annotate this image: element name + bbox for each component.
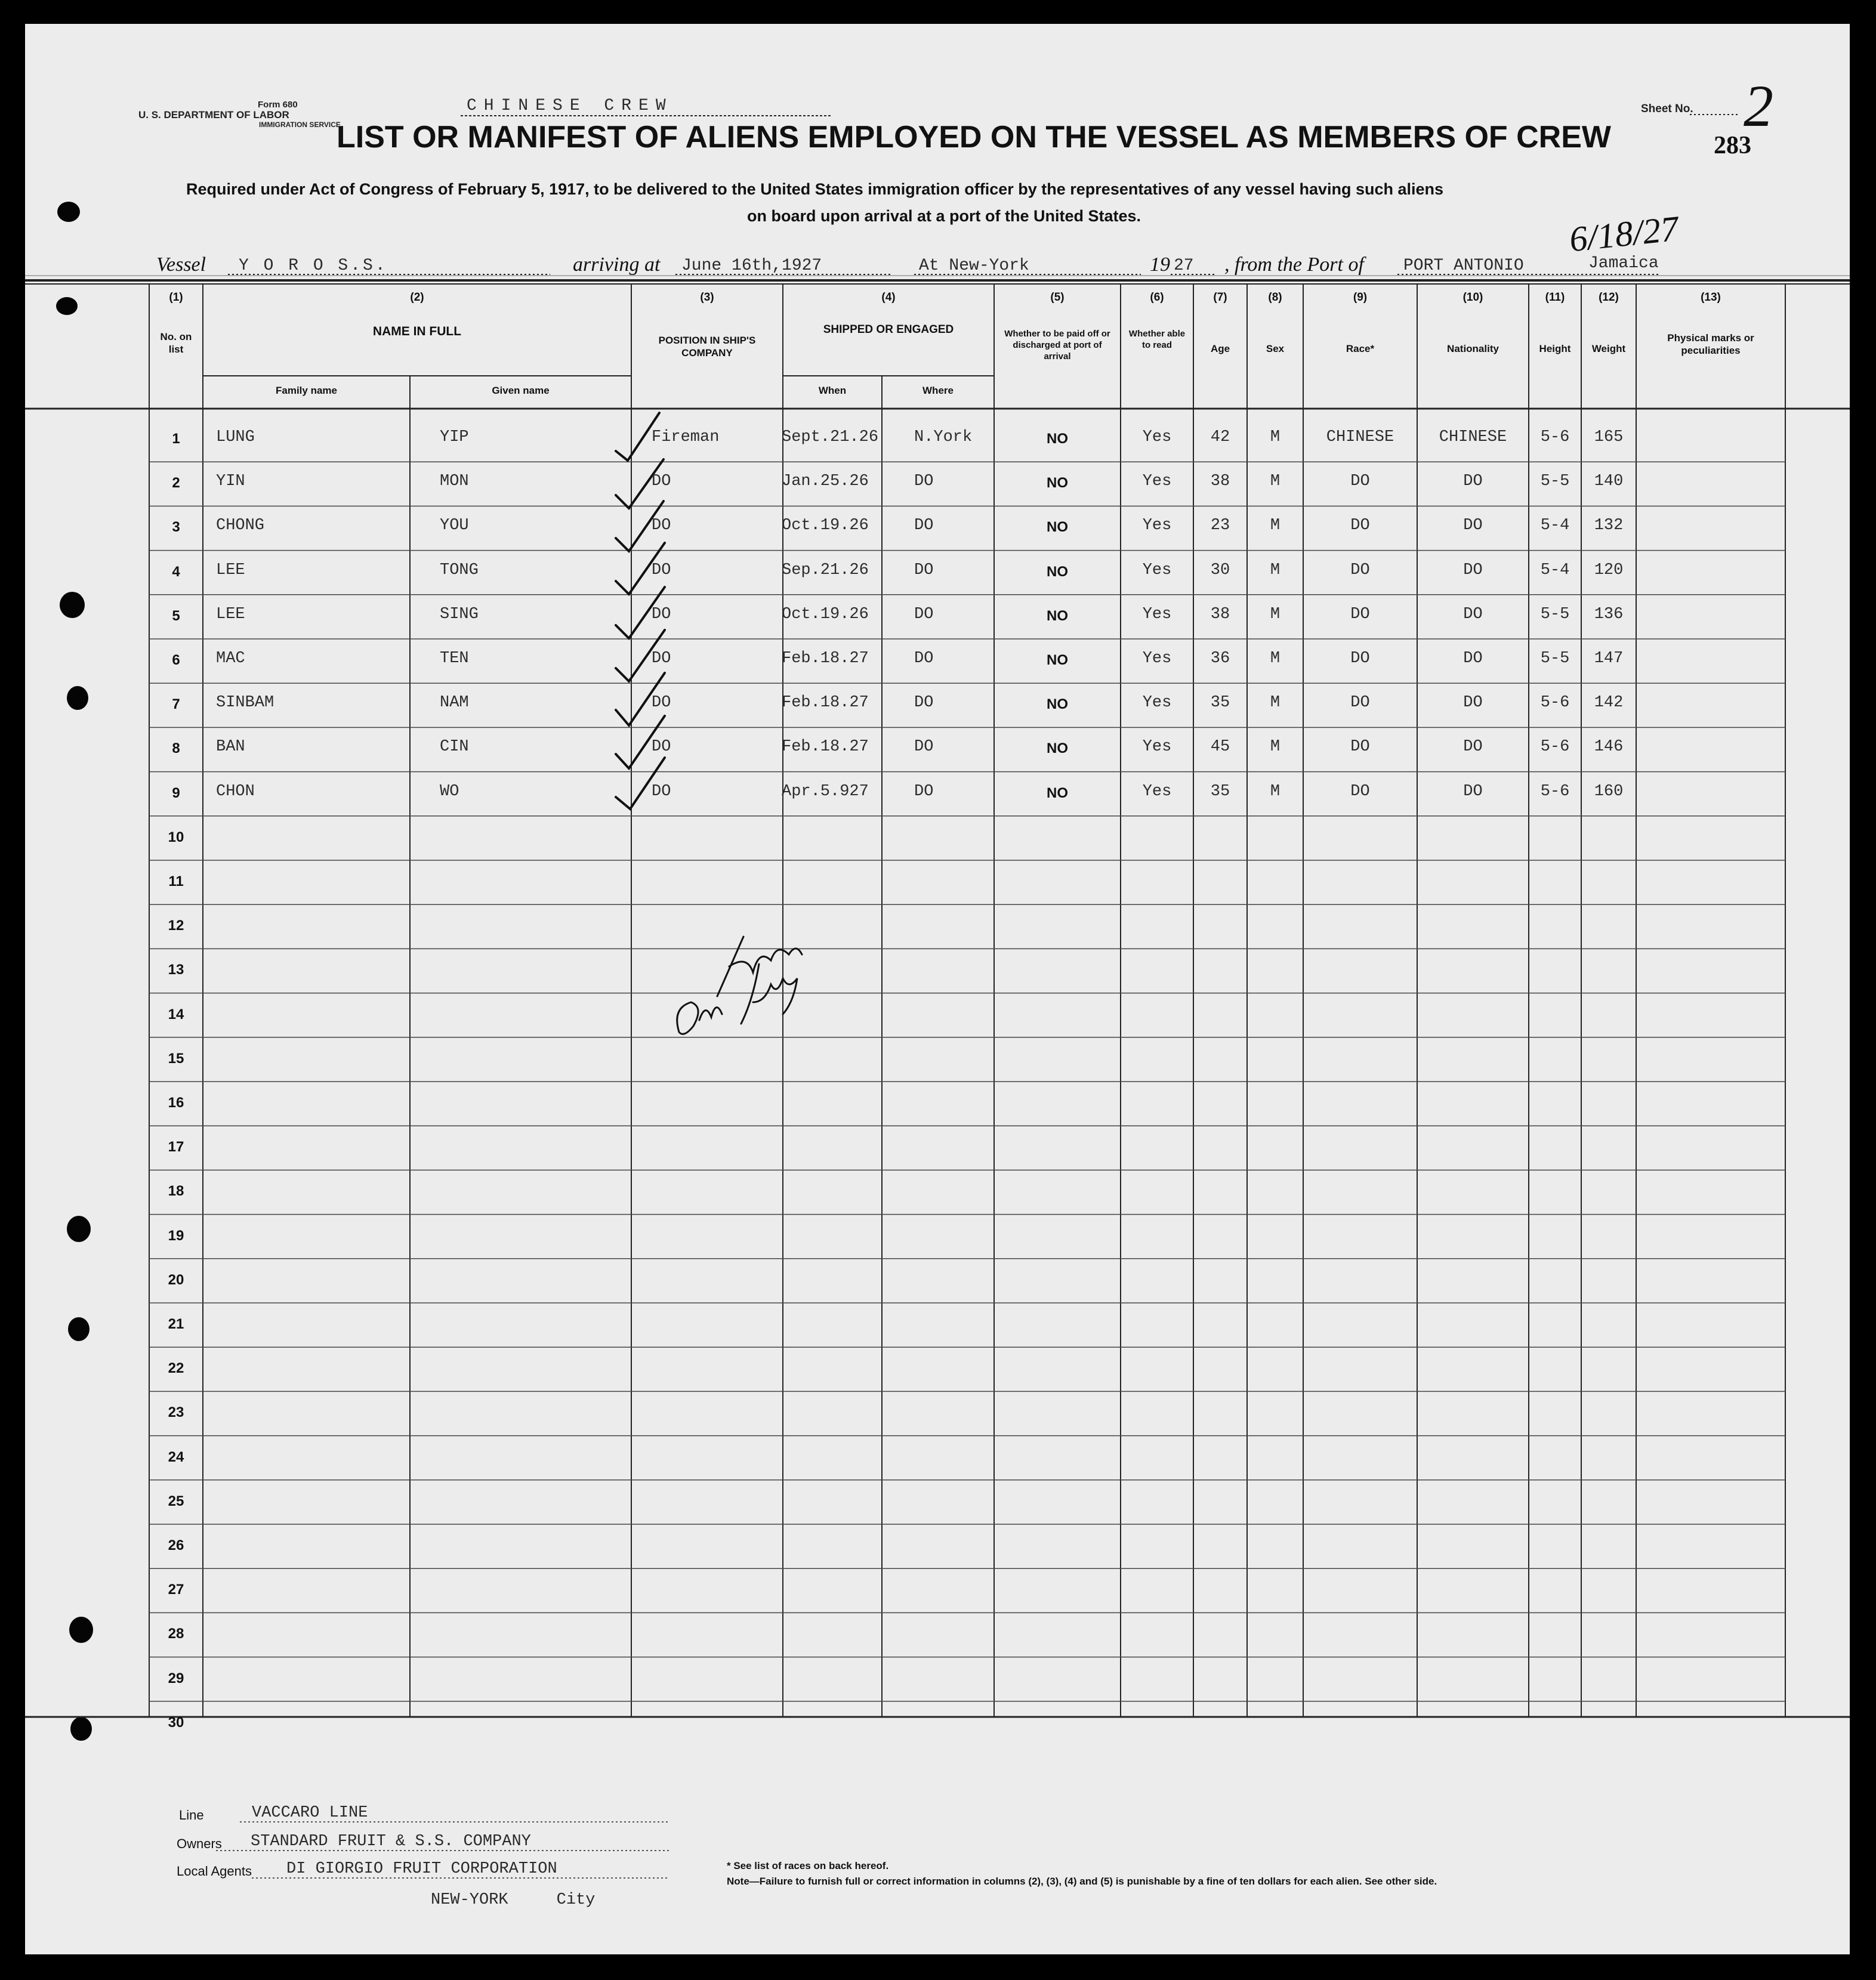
row-number: 2 <box>172 475 180 492</box>
cell-given: TEN <box>440 650 469 668</box>
cell-height: 5-5 <box>1540 605 1570 623</box>
cell-height: 5-6 <box>1540 782 1570 801</box>
cell-given: SING <box>440 605 479 623</box>
from-country: Jamaica <box>1588 254 1659 273</box>
row-number: 20 <box>168 1271 184 1288</box>
row-number: 22 <box>168 1360 184 1377</box>
cell-where: DO <box>914 738 934 756</box>
row-number: 26 <box>168 1537 184 1553</box>
col11-number: (11) <box>1545 291 1565 304</box>
cell-age: 38 <box>1210 605 1230 623</box>
cell-sex: M <box>1270 428 1281 446</box>
row-number: 10 <box>168 829 184 845</box>
subtitle-line-2: on board upon arrival at a port of the United States. <box>747 207 1141 225</box>
cell-read: Yes <box>1142 738 1172 756</box>
cell-read: Yes <box>1142 782 1172 801</box>
cell-read: Yes <box>1142 561 1172 579</box>
cell-position: DO <box>652 782 671 801</box>
row-number: 23 <box>168 1404 184 1421</box>
cell-age: 23 <box>1210 517 1230 535</box>
cell-paid-off: NO <box>1047 431 1068 447</box>
cell-race: DO <box>1350 561 1370 579</box>
cell-paid-off: NO <box>1047 607 1068 624</box>
col2-number: (2) <box>410 291 424 304</box>
cell-race: DO <box>1350 738 1370 756</box>
cell-height: 5-6 <box>1540 694 1570 712</box>
cell-nationality: DO <box>1463 561 1483 579</box>
line-value: VACCARO LINE <box>252 1804 368 1822</box>
cell-read: Yes <box>1142 605 1172 623</box>
cell-nationality: DO <box>1463 738 1483 756</box>
cell-race: DO <box>1350 650 1370 668</box>
cell-weight: 146 <box>1594 738 1624 756</box>
col4-where-label: Where <box>922 385 954 396</box>
from-label: , from the Port of <box>1224 254 1364 276</box>
col7-number: (7) <box>1213 291 1227 304</box>
row-number: 6 <box>172 652 180 668</box>
cell-where: DO <box>914 694 934 712</box>
subtitle-line-1: Required under Act of Congress of February 5, 1917, to be delivered to the United States immigration officer by the representatives of any vessel having such aliens <box>186 180 1444 198</box>
col7-label: Age <box>1210 343 1230 354</box>
department-label: U. S. DEPARTMENT OF LABOR <box>138 109 289 121</box>
cell-height: 5-5 <box>1540 650 1570 668</box>
row-number: 29 <box>168 1670 184 1686</box>
cell-when: Feb.18.27 <box>782 694 869 712</box>
cell-read: Yes <box>1142 517 1172 535</box>
cell-nationality: DO <box>1463 472 1483 491</box>
cell-read: Yes <box>1142 650 1172 668</box>
cell-age: 36 <box>1210 650 1230 668</box>
service-label: IMMIGRATION SERVICE <box>259 121 341 129</box>
cell-position: DO <box>652 694 671 712</box>
cell-paid-off: NO <box>1047 696 1068 713</box>
cell-when: Jan.25.26 <box>782 472 869 491</box>
page-title: LIST OR MANIFEST OF ALIENS EMPLOYED ON THE VESSEL AS MEMBERS OF CREW <box>337 120 1611 155</box>
cell-family: MAC <box>216 650 245 668</box>
agents-label: Local Agents <box>177 1864 252 1879</box>
cell-given: YIP <box>440 428 469 446</box>
row-number: 30 <box>168 1714 184 1731</box>
row-number: 27 <box>168 1581 184 1598</box>
cell-position: Fireman <box>652 428 720 446</box>
form-number: Form 680 <box>258 100 298 110</box>
cell-position: DO <box>652 650 671 668</box>
row-number: 17 <box>168 1139 184 1156</box>
cell-given: WO <box>440 782 459 801</box>
cell-height: 5-4 <box>1540 561 1570 579</box>
cell-height: 5-5 <box>1540 472 1570 491</box>
cell-where: N.York <box>914 428 973 446</box>
cell-race: DO <box>1350 517 1370 535</box>
row-number: 3 <box>172 519 180 536</box>
col10-number: (10) <box>1462 291 1483 304</box>
row-number: 8 <box>172 740 180 757</box>
cell-given: NAM <box>440 694 469 712</box>
city-value: NEW-YORK City <box>431 1891 595 1909</box>
typed-crew-header: CHINESE CREW <box>467 97 673 115</box>
cell-when: Sept.21.26 <box>782 428 879 446</box>
cell-nationality: DO <box>1463 605 1483 623</box>
cell-family: LEE <box>216 605 245 623</box>
cell-family: CHON <box>216 782 255 801</box>
row-number: 24 <box>168 1448 184 1465</box>
cell-race: DO <box>1350 694 1370 712</box>
col2-label: NAME IN FULL <box>372 325 462 338</box>
row-number: 5 <box>172 607 180 624</box>
cell-nationality: CHINESE <box>1439 428 1507 446</box>
vessel-label: Vessel <box>156 254 206 276</box>
col10-label: Nationality <box>1447 343 1499 354</box>
col3-number: (3) <box>700 291 714 304</box>
row-number: 18 <box>168 1183 184 1200</box>
col4-label: SHIPPED OR ENGAGED <box>823 323 954 336</box>
cell-position: DO <box>652 472 671 491</box>
cell-read: Yes <box>1142 428 1172 446</box>
table-grid <box>25 24 1850 1954</box>
owners-value: STANDARD FRUIT & S.S. COMPANY <box>251 1833 531 1851</box>
line-label: Line <box>179 1808 204 1823</box>
cell-read: Yes <box>1142 694 1172 712</box>
arriving-label: arriving at <box>573 254 661 276</box>
page-number: 283 <box>1714 132 1751 159</box>
cell-race: DO <box>1350 782 1370 801</box>
cell-sex: M <box>1270 650 1281 668</box>
sheet-number-handwritten: 2 <box>1744 73 1773 139</box>
cell-race: CHINESE <box>1326 428 1394 446</box>
row-number: 7 <box>172 696 180 713</box>
cell-weight: 120 <box>1594 561 1624 579</box>
cell-when: Oct.19.26 <box>782 605 869 623</box>
col12-number: (12) <box>1599 291 1619 304</box>
arriving-date: June 16th,1927 <box>681 257 822 275</box>
cell-nationality: DO <box>1463 694 1483 712</box>
cell-age: 42 <box>1210 428 1230 446</box>
cell-sex: M <box>1270 782 1281 801</box>
cell-given: TONG <box>440 561 479 579</box>
owners-label: Owners <box>177 1836 222 1851</box>
col2-family-label: Family name <box>276 385 337 396</box>
cell-sex: M <box>1270 605 1281 623</box>
cell-where: DO <box>914 782 934 801</box>
cell-sex: M <box>1270 517 1281 535</box>
col8-label: Sex <box>1266 343 1285 354</box>
col1-label: No. on list <box>160 331 192 355</box>
cell-given: MON <box>440 472 469 491</box>
cell-weight: 147 <box>1594 650 1624 668</box>
row-number: 25 <box>168 1493 184 1509</box>
cell-age: 38 <box>1210 472 1230 491</box>
row-number: 28 <box>168 1626 184 1642</box>
cell-where: DO <box>914 472 934 491</box>
footnote-races: * See list of races on back hereof. <box>727 1860 889 1871</box>
cell-nationality: DO <box>1463 782 1483 801</box>
stamp-date-handwritten: 6/18/27 <box>1568 208 1681 260</box>
cell-when: Feb.18.27 <box>782 738 869 756</box>
from-port: PORT ANTONIO <box>1403 257 1524 275</box>
cell-read: Yes <box>1142 472 1172 491</box>
cell-weight: 136 <box>1594 605 1624 623</box>
cell-position: DO <box>652 517 671 535</box>
sheet-label: Sheet No. <box>1641 103 1693 115</box>
year-value: 27 <box>1174 257 1194 275</box>
arriving-port: At New-York <box>919 257 1029 275</box>
cell-paid-off: NO <box>1047 519 1068 536</box>
cell-age: 35 <box>1210 782 1230 801</box>
cell-sex: M <box>1270 694 1281 712</box>
cell-nationality: DO <box>1463 650 1483 668</box>
cell-given: CIN <box>440 738 469 756</box>
cell-position: DO <box>652 561 671 579</box>
cell-sex: M <box>1270 561 1281 579</box>
col3-label: POSITION IN SHIP'S COMPANY <box>658 335 756 359</box>
col13-number: (13) <box>1701 291 1721 304</box>
cell-height: 5-6 <box>1540 738 1570 756</box>
cell-paid-off: NO <box>1047 652 1068 668</box>
cell-where: DO <box>914 605 934 623</box>
cell-nationality: DO <box>1463 517 1483 535</box>
manifest-document <box>25 24 1850 1954</box>
row-number: 11 <box>168 873 184 889</box>
cell-family: LUNG <box>216 428 255 446</box>
row-number: 4 <box>172 563 180 580</box>
footnote-note-lead: Note <box>727 1876 749 1887</box>
cell-race: DO <box>1350 472 1370 491</box>
cell-family: LEE <box>216 561 245 579</box>
cell-where: DO <box>914 517 934 535</box>
cell-height: 5-4 <box>1540 517 1570 535</box>
row-number: 1 <box>172 431 180 447</box>
col1-number: (1) <box>169 291 183 304</box>
cell-family: CHONG <box>216 517 265 535</box>
row-number: 16 <box>168 1095 184 1111</box>
cell-age: 45 <box>1210 738 1230 756</box>
cell-weight: 160 <box>1594 782 1624 801</box>
cell-race: DO <box>1350 605 1370 623</box>
col6-number: (6) <box>1150 291 1164 304</box>
cell-family: BAN <box>216 738 245 756</box>
row-number: 15 <box>168 1050 184 1067</box>
col6-label: Whether able to read <box>1128 329 1186 350</box>
row-number: 12 <box>168 918 184 934</box>
col9-label: Race* <box>1346 343 1375 354</box>
col13-label: Physical marks or peculiarities <box>1667 332 1754 356</box>
col4-number: (4) <box>881 291 896 304</box>
cell-age: 35 <box>1210 694 1230 712</box>
cell-where: DO <box>914 561 934 579</box>
cell-paid-off: NO <box>1047 475 1068 492</box>
cell-where: DO <box>914 650 934 668</box>
cell-position: DO <box>652 738 671 756</box>
year-prefix: 19 <box>1150 254 1170 276</box>
col5-label: Whether to be paid off or discharged at port of arrival <box>1004 329 1110 362</box>
cell-weight: 132 <box>1594 517 1624 535</box>
col8-number: (8) <box>1268 291 1282 304</box>
cell-weight: 140 <box>1594 472 1624 491</box>
col12-label: Weight <box>1591 343 1626 354</box>
cell-paid-off: NO <box>1047 784 1068 801</box>
cell-when: Sep.21.26 <box>782 561 869 579</box>
footnote-note <box>727 1876 1437 1888</box>
cell-sex: M <box>1270 738 1281 756</box>
col9-number: (9) <box>1353 291 1368 304</box>
cell-weight: 165 <box>1594 428 1624 446</box>
cell-weight: 142 <box>1594 694 1624 712</box>
cell-age: 30 <box>1210 561 1230 579</box>
vessel-name: Y O R O S.S. <box>239 257 388 275</box>
cell-paid-off: NO <box>1047 563 1068 580</box>
cell-family: YIN <box>216 472 245 491</box>
col4-when-label: When <box>818 385 847 396</box>
row-number: 21 <box>168 1316 184 1332</box>
row-number: 19 <box>168 1227 184 1244</box>
cell-height: 5-6 <box>1540 428 1570 446</box>
row-number: 9 <box>172 784 180 801</box>
col2-given-label: Given name <box>492 385 550 396</box>
col5-number: (5) <box>1050 291 1064 304</box>
col11-label: Height <box>1539 343 1571 354</box>
cell-position: DO <box>652 605 671 623</box>
cell-family: SINBAM <box>216 694 274 712</box>
cell-paid-off: NO <box>1047 740 1068 757</box>
agents-value: DI GIORGIO FRUIT CORPORATION <box>286 1860 557 1878</box>
cell-when: Oct.19.26 <box>782 517 869 535</box>
cell-sex: M <box>1270 472 1281 491</box>
cell-when: Apr.5.927 <box>782 782 869 801</box>
footnote-note-text: —Failure to furnish full or correct information in columns (2), (3), (4) and (5) is punishable by a fine of ten dollars for each alien. See other side. <box>749 1876 1437 1887</box>
cell-given: YOU <box>440 517 469 535</box>
row-number: 13 <box>168 962 184 978</box>
row-number: 14 <box>168 1006 184 1023</box>
cell-when: Feb.18.27 <box>782 650 869 668</box>
